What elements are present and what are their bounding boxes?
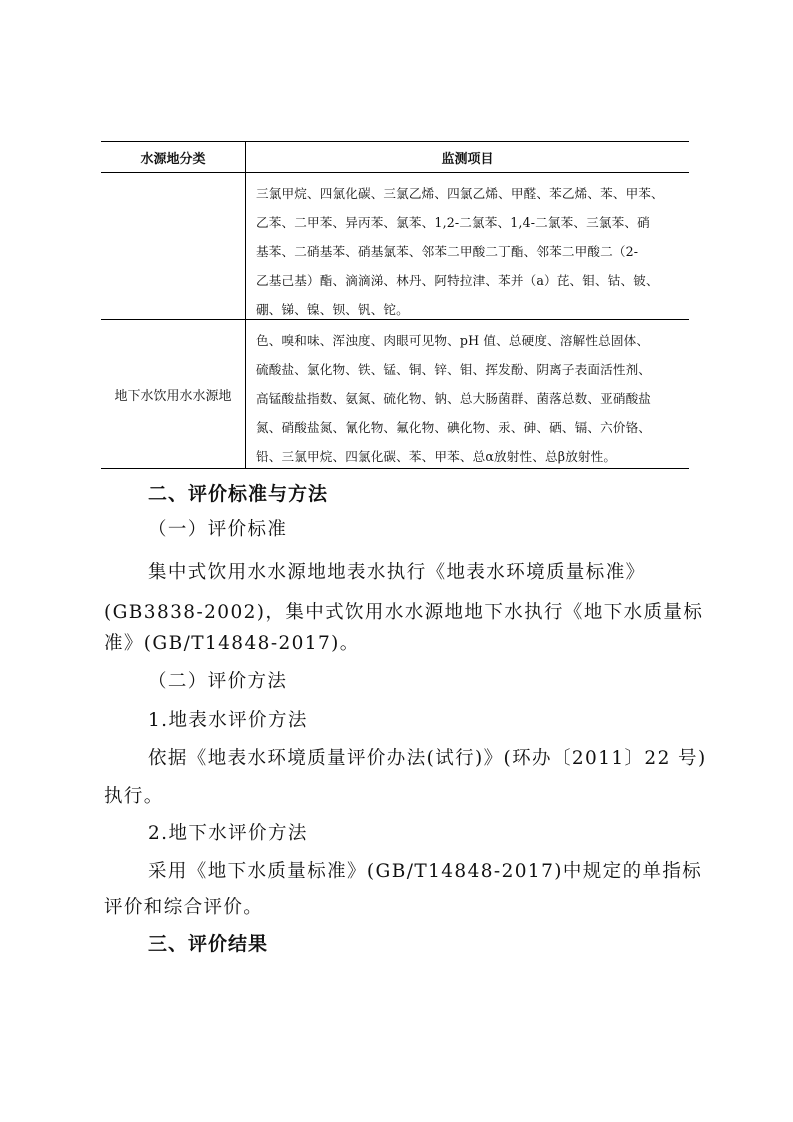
paragraph-line: 执行。 bbox=[104, 786, 164, 807]
row-category bbox=[101, 173, 246, 319]
paragraph-line: 采用《地下水质量标准》(GB/T14848-2017)中规定的单指标 bbox=[148, 861, 703, 882]
row-items bbox=[246, 320, 689, 468]
row-items-line: 基苯、二硝基苯、硝基氯苯、邻苯二甲酸二丁酯、邻苯二甲酸二（2- bbox=[256, 244, 639, 259]
paragraph-line: 集中式饮用水水源地地表水执行《地表水环境质量标准》 bbox=[148, 562, 646, 583]
row-items-line: 高锰酸盐指数、氨氮、硫化物、钠、总大肠菌群、菌落总数、亚硝酸盐 bbox=[256, 391, 652, 406]
monitoring-table bbox=[101, 141, 689, 469]
table-row bbox=[101, 173, 689, 320]
paragraph-line: (GB3838-2002)，集中式饮用水水源地地下水执行《地下水质量标 bbox=[104, 602, 704, 623]
paragraph-line: 依据《地表水环境质量评价办法(试行)》(环办〔2011〕22 号) bbox=[148, 748, 707, 769]
item-surface-water-title: 1.地表水评价方法 bbox=[148, 710, 308, 731]
row-items-line: 乙苯、二甲苯、异丙苯、氯苯、1,2-二氯苯、1,4-二氯苯、三氯苯、硝 bbox=[256, 215, 650, 230]
paragraph-line: 评价和综合评价。 bbox=[104, 897, 264, 918]
table-row bbox=[101, 320, 689, 468]
row-category: 地下水饮用水水源地 bbox=[101, 320, 246, 468]
row-items-line: 硫酸盐、氯化物、铁、锰、铜、锌、钼、挥发酚、阴离子表面活性剂、 bbox=[256, 362, 652, 377]
item-groundwater-title: 2.地下水评价方法 bbox=[148, 823, 308, 844]
row-items-line: 铅、三氯甲烷、四氯化碳、苯、甲苯、总α放射性、总β放射性。 bbox=[256, 449, 617, 464]
row-items-line: 硼、锑、镍、钡、钒、铊。 bbox=[256, 302, 409, 317]
row-items-line: 色、嗅和味、浑浊度、肉眼可见物、pH 值、总硬度、溶解性总固体、 bbox=[256, 333, 650, 348]
table-header-row bbox=[101, 142, 689, 173]
subsection-evaluation-standard: （一）评价标准 bbox=[148, 519, 288, 540]
row-items-line: 乙基己基）酯、滴滴涕、林丹、阿特拉津、苯并（a）芘、钼、钴、铍、 bbox=[256, 273, 659, 288]
paragraph-line: 准》(GB/T14848-2017)。 bbox=[104, 633, 360, 654]
section2-heading: 二、评价标准与方法 bbox=[148, 483, 329, 505]
row-items-line: 三氯甲烷、四氯化碳、三氯乙烯、四氯乙烯、甲醛、苯乙烯、苯、甲苯、 bbox=[256, 186, 664, 201]
row-items-line: 氮、硝酸盐氮、氰化物、氟化物、碘化物、汞、砷、硒、镉、六价铬、 bbox=[256, 420, 652, 435]
row-items bbox=[246, 173, 689, 319]
header-monitoring-items: 监测项目 bbox=[441, 151, 494, 167]
header-source-category: 水源地分类 bbox=[101, 142, 246, 172]
subsection-evaluation-method: （二）评价方法 bbox=[148, 671, 288, 692]
section3-heading: 三、评价结果 bbox=[148, 933, 269, 955]
